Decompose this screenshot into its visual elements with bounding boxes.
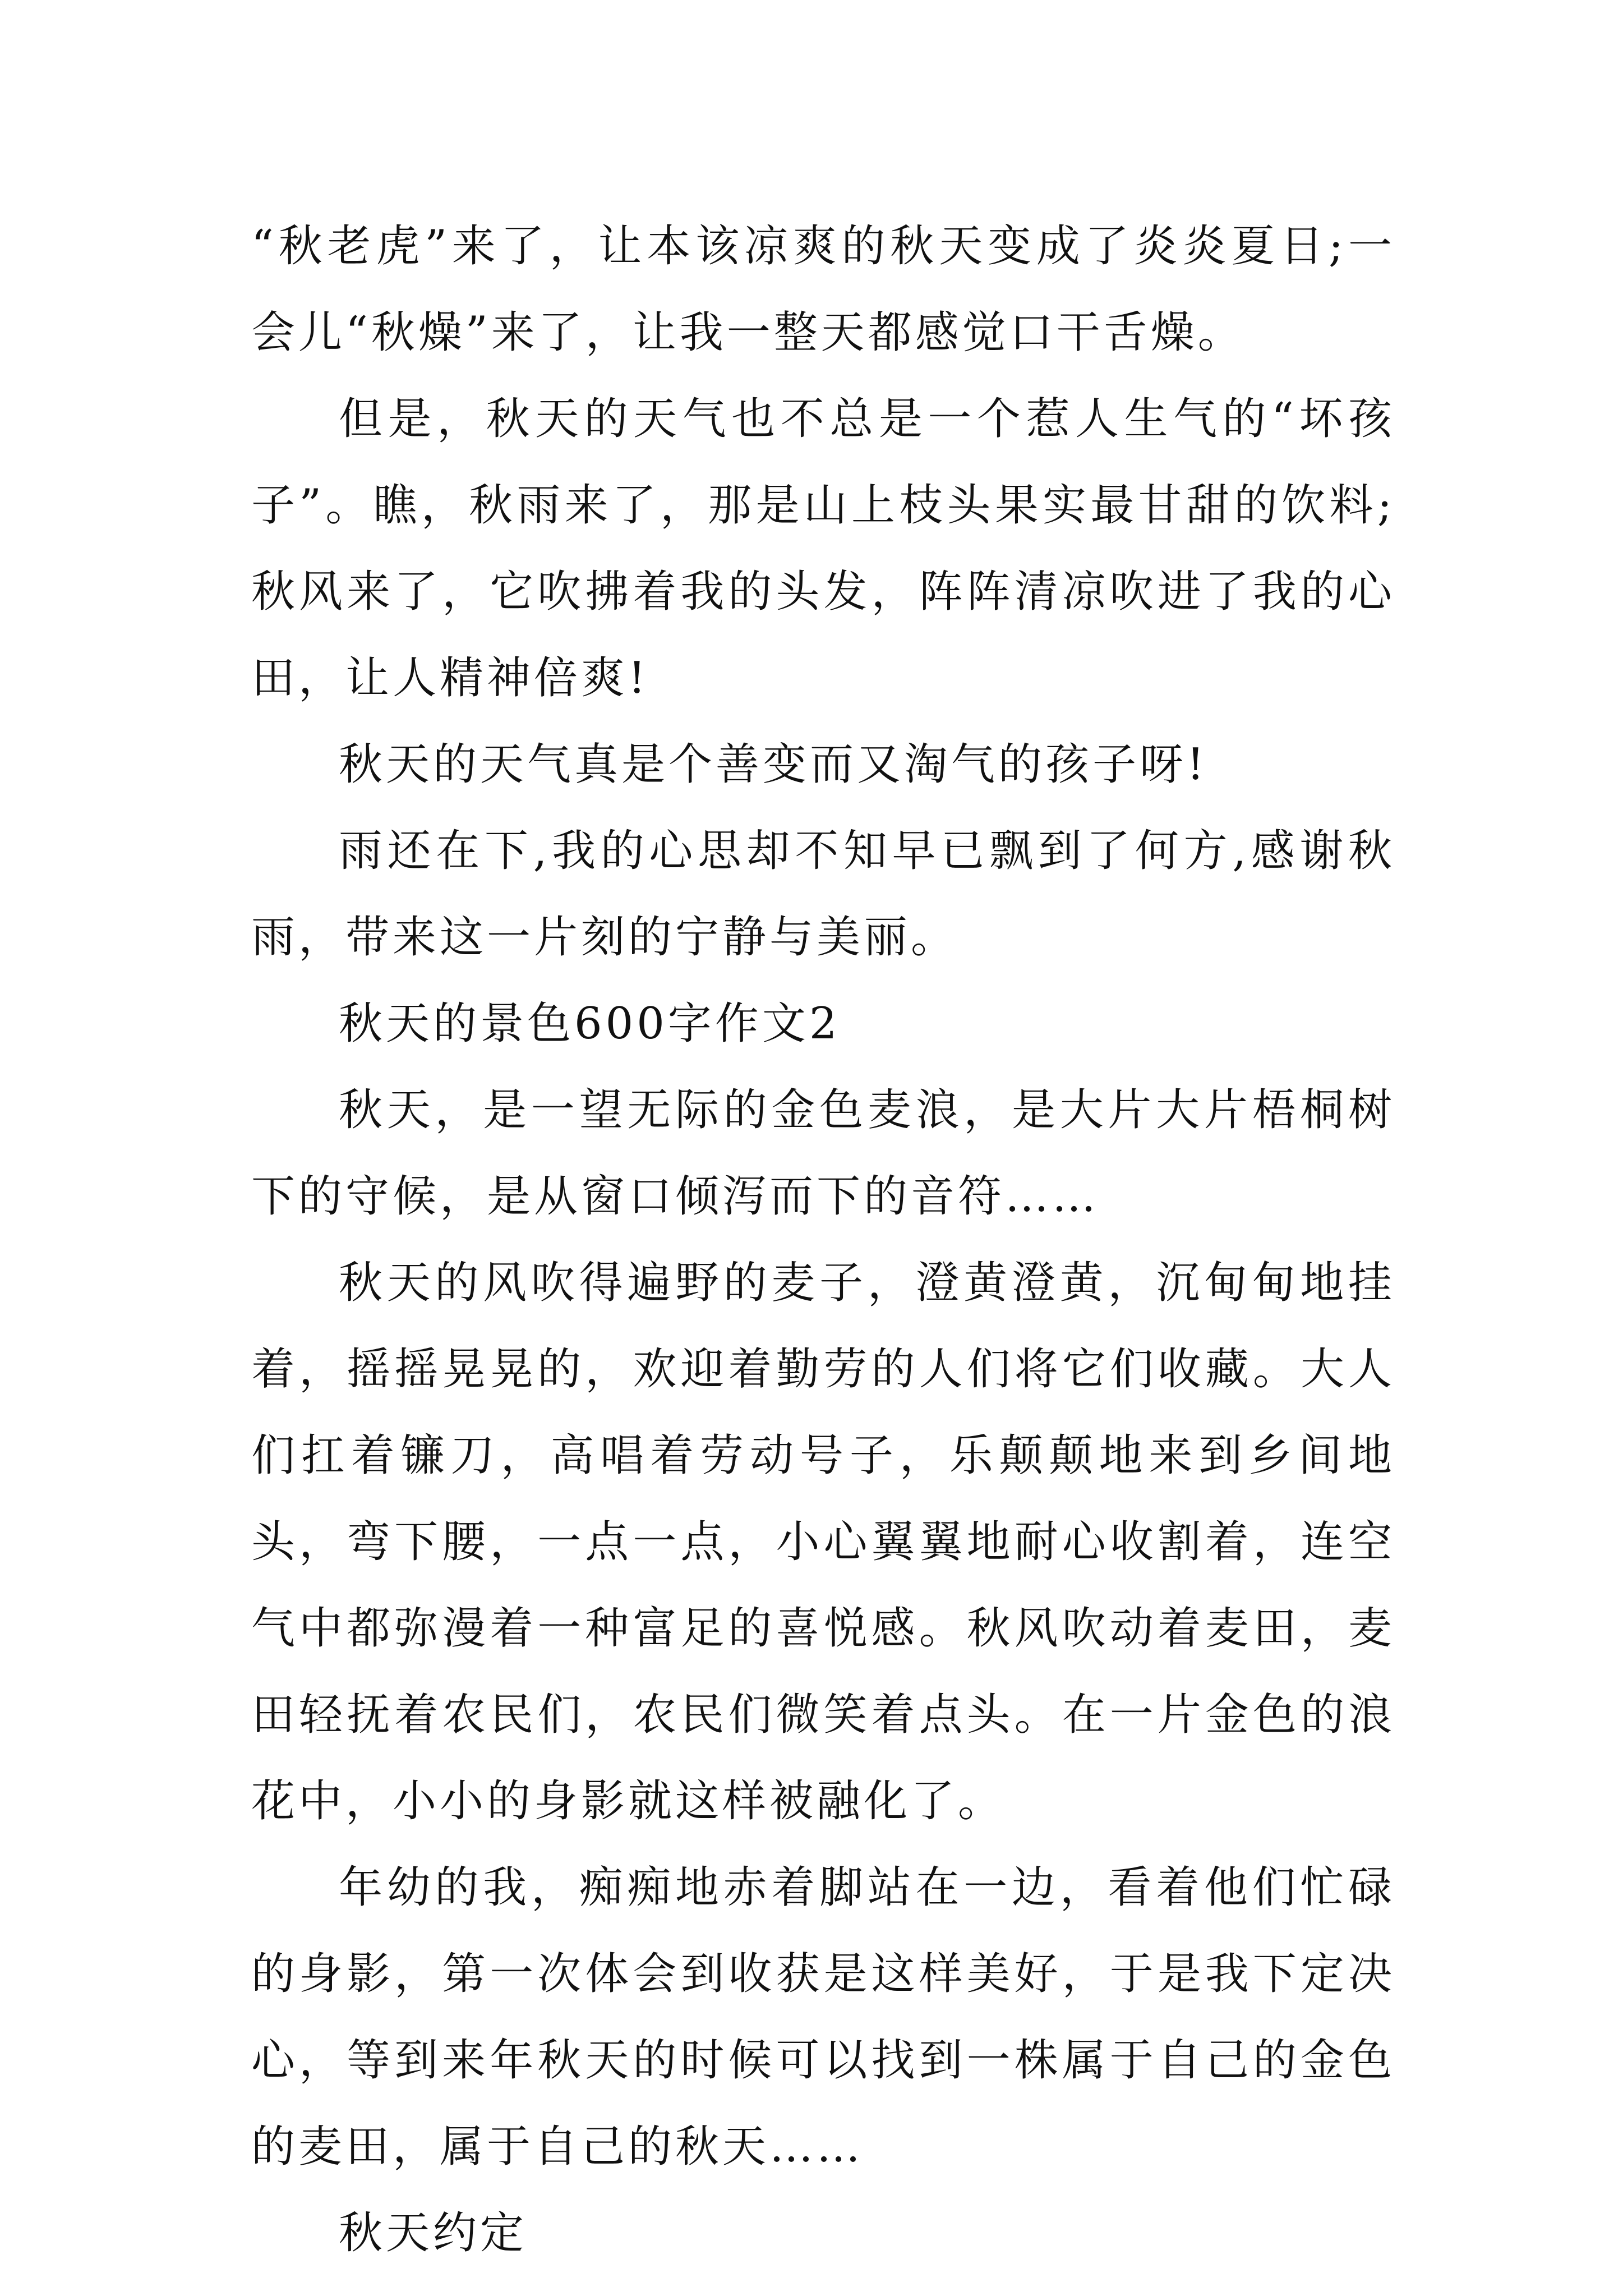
paragraph-1: “秋老虎”来了，让本该凉爽的秋天变成了炎炎夏日;一会儿“秋燥”来了，让我一整天都感觉口干舌燥。 (251, 221, 1395, 358)
paragraph-4: 雨还在下,我的心思却不知早已飘到了何方,感谢秋雨，带来这一片刻的宁静与美丽。 (251, 826, 1395, 963)
paragraph-3: 秋天的天气真是个善变而又淘气的孩子呀! (339, 739, 1208, 790)
section-heading-2: 秋天的景色600字作文2 (339, 999, 841, 1049)
paragraph-8: 年幼的我，痴痴地赤着脚站在一边，看着他们忙碌的身影，第一次体会到收获是这样美好，于是我下定决心，等到来年秋天的时候可以找到一株属于自己的金色的麦田，属于自己的秋天…… (251, 1862, 1395, 2172)
section-heading-3: 秋天约定 (339, 2208, 528, 2258)
paragraph-6: 秋天，是一望无际的金色麦浪，是大片大片梧桐树下的守候，是从窗口倾泻而下的音符…… (251, 1085, 1395, 1222)
paragraph-7: 秋天的风吹得遍野的麦子，澄黄澄黄，沉甸甸地挂着，摇摇晃晃的，欢迎着勤劳的人们将它们收藏。大人们扛着镰刀，高唱着劳动号子，乐颠颠地来到乡间地头，弯下腰，一点一点，小心翼翼地耐心收割着，连空气中都弥漫着一种富足的喜悦感。秋风吹动着麦田，麦田轻抚着农民们，农民们微笑着点头。在一片金色的浪花中，小小的身影就这样被融化了。 (251, 1258, 1395, 1826)
paragraph-2: 但是，秋天的天气也不总是一个惹人生气的“坏孩子”。瞧，秋雨来了，那是山上枝头果实最甘甜的饮料;秋风来了，它吹拂着我的头发，阵阵清凉吹进了我的心田，让人精神倍爽! (251, 394, 1395, 703)
document-body (251, 203, 1395, 2276)
